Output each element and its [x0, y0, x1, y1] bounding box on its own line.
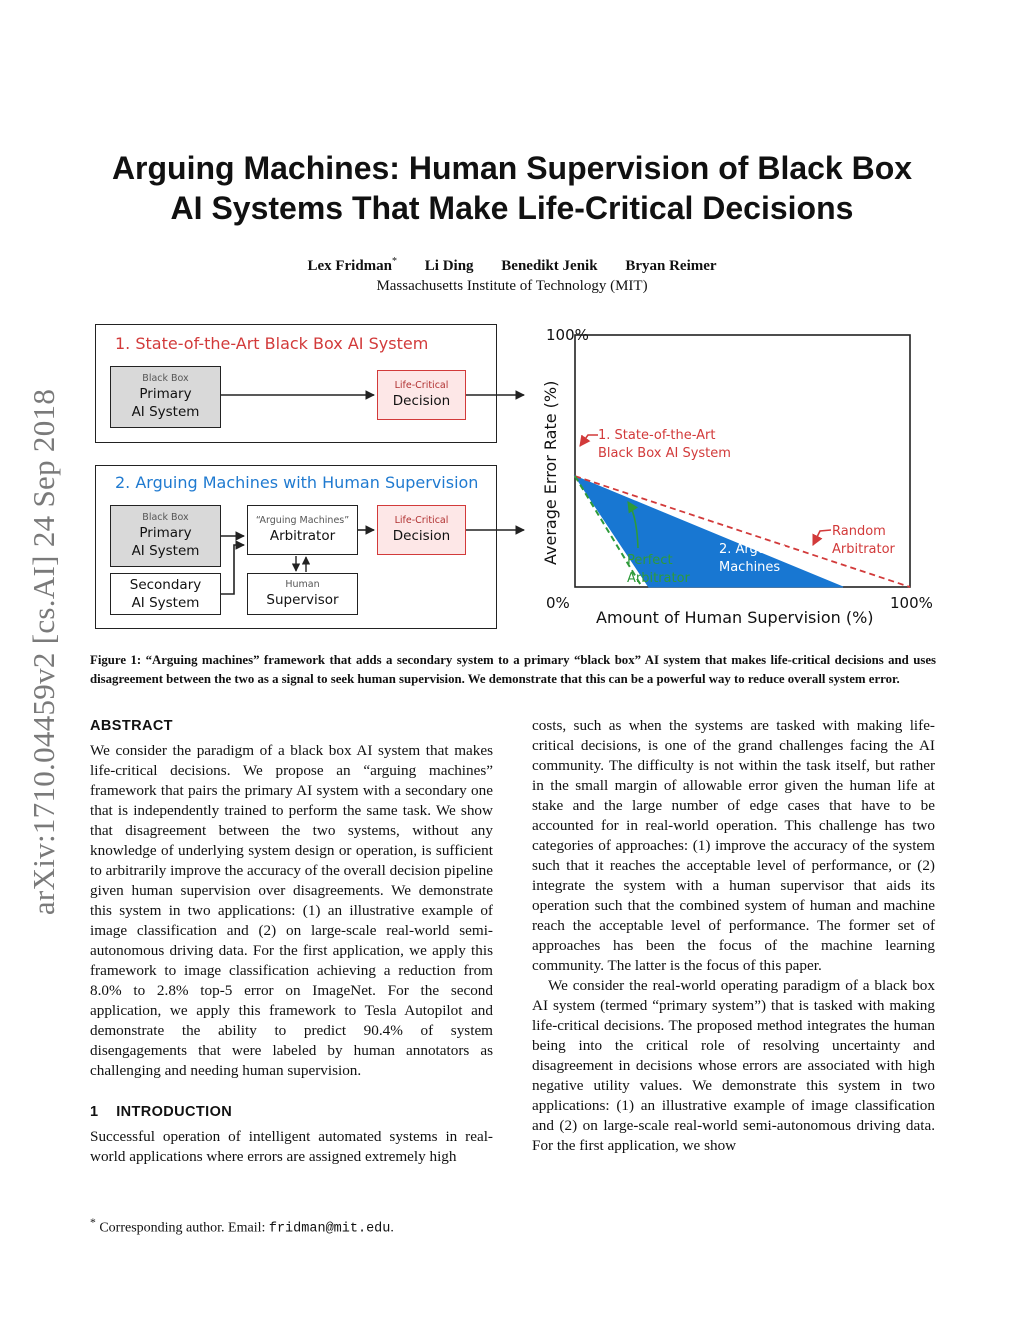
primary-ai-node: Black Box Primary AI System	[110, 366, 221, 428]
y-tick-label: 100%	[546, 326, 589, 344]
x-tick-label: 0%	[546, 594, 570, 612]
abstract-heading: ABSTRACT	[90, 718, 173, 734]
primary-ai-node-2: Black Box Primary AI System	[110, 505, 221, 567]
title-line-1: Arguing Machines: Human Supervision of Black Box	[111, 150, 913, 186]
author-name: Benedikt Jenik	[501, 258, 598, 274]
arbitrator-node: “Arguing Machines” Arbitrator	[247, 505, 358, 555]
footnote: * Corresponding author. Email: fridman@mit.edu.	[90, 1216, 394, 1237]
x-axis-label: Amount of Human Supervision (%)	[596, 608, 874, 627]
error-rate-chart	[520, 320, 950, 630]
intro-paragraph-1: costs, such as when the systems are tasked with making life-critical decisions, is one of the grand challenges facing the AI community. The difficulty is not within the task itself, but rather in the small margin of allowable error given the human life at stake and the large number of edge cases that have to be accounted for in real-world operation. This challenge has two categories of approaches: (1) improve the accuracy of the system such that it reaches the acceptable level of performance, or (2) integrate the system with a human supervisor that aids its operation such that the combined system of human and machine reach the acceptable level of performance. The former set of approaches has been the focus of the machine learning community. The latter is the focus of this paper.	[532, 717, 935, 974]
random-annotation: Random Arbitrator	[832, 524, 895, 557]
abstract-text: We consider the paradigm of a black box AI system that makes life-critical decisions. We propose an “arguing machines” framework that pairs the primary AI system with a secondary one that is independently trained to perform the same task. We show that disagreement between the two systems, without any knowledge of underlying system design or operation, is sufficient to arbitrarily improve the accuracy of the overall decision pipeline given human supervision over disagreements. We demonstrate this system in two applications: (1) an illustrative example of image classification and (2) on large-scale real-world semi-autonomous driving data. For the first application, we apply this framework to image classification achieving a reduction from 8.0% to 2.8% top-5 error on ImageNet. For the second application, we apply this framework to Tesla Autopilot and demonstrate the ability to predict 90.4% of system disengagements that were labeled by human annotators as challenging and needing human supervision.	[90, 742, 493, 1079]
decision-node: Life-Critical Decision	[377, 370, 466, 420]
author-name: Li Ding	[424, 258, 474, 274]
arguing-machines-title: 2. Arguing Machines with Human Supervision	[115, 473, 479, 492]
state-of-art-annotation: 1. State-of-the-Art Black Box AI System	[598, 428, 731, 461]
left-column	[90, 716, 493, 1167]
right-column	[532, 716, 935, 1156]
author-name: Lex Fridman*	[307, 256, 398, 274]
title-line-2: AI Systems That Make Life-Critical Decisions	[170, 190, 854, 226]
arguing-annotation: 2. Arguing Machines	[719, 542, 787, 575]
perfect-annotation: Perfect Arbitrator	[627, 553, 690, 586]
introduction-heading: 1 INTRODUCTION	[90, 1104, 233, 1120]
arxiv-stamp: arXiv:1710.04459v2 [cs.AI] 24 Sep 2018	[26, 388, 61, 916]
y-axis-label: Average Error Rate (%)	[541, 380, 560, 565]
intro-text-left: Successful operation of intelligent automated systems in real-world applications where errors are assigned extremely high	[90, 1128, 493, 1165]
figure-caption: Figure 1: “Arguing machines” framework that adds a secondary system to a primary “black box” AI system that makes life-critical decisions and uses disagreement between the two as a signal to seek human supervision. We demonstrate that this can be a powerful way to reduce overall system error.	[90, 653, 936, 686]
supervisor-node: Human Supervisor	[247, 573, 358, 615]
state-of-art-title: 1. State-of-the-Art Black Box AI System	[115, 334, 429, 353]
arrow-secondary-to-arbitrator	[221, 545, 244, 594]
x-tick-label: 100%	[890, 594, 933, 612]
decision-node-2: Life-Critical Decision	[377, 505, 466, 555]
secondary-ai-node: Secondary AI System	[110, 573, 221, 615]
intro-paragraph-2: We consider the real-world operating paradigm of a black box AI system (termed “primary system”) that is tasked with making life-critical decisions. The proposed method integrates the human being into the critical role of resolving uncertainty and disagreement in decisions whose errors are associated with high negative utility values. We demonstrate this system in two applications: (1) an illustrative example of image classification and (2) on large-scale real-world semi-autonomous driving data. For the first application, we show	[532, 977, 935, 1154]
author-name: Bryan Reimer	[625, 258, 717, 274]
affiliation: Massachusetts Institute of Technology (MIT)	[376, 278, 648, 294]
